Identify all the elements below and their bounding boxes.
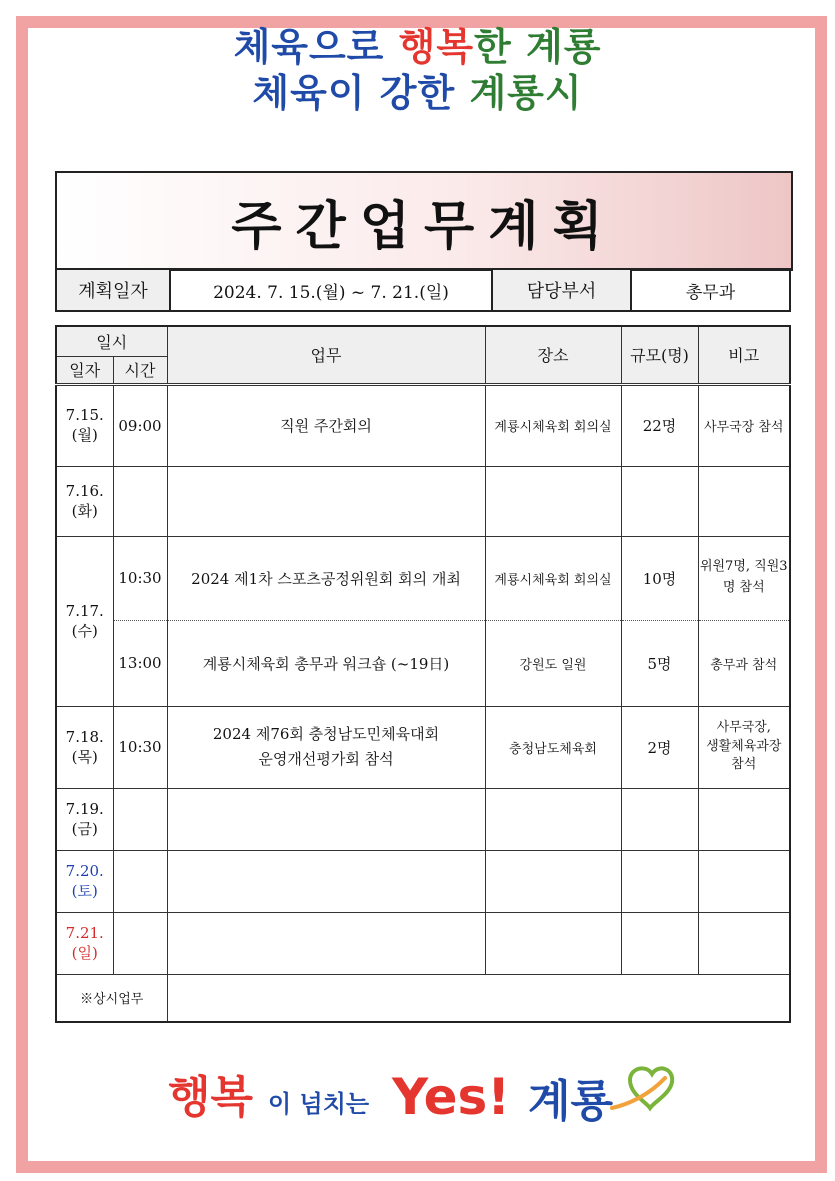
weekday-text: (목): [71, 747, 98, 766]
note-cell: [698, 788, 790, 850]
scale-cell: [621, 912, 698, 974]
header-task: 업무: [167, 326, 485, 384]
scale-cell: [621, 466, 698, 536]
table-row: [56, 850, 790, 912]
top-slogan: [0, 26, 835, 115]
table-row: [56, 788, 790, 850]
table-row: [56, 536, 790, 620]
weekday-text: (일): [71, 943, 98, 962]
table-row: [56, 912, 790, 974]
weekday-text: (수): [71, 621, 98, 640]
plan-date-label: 계획일자: [56, 269, 170, 311]
place-cell: [485, 912, 621, 974]
weekday-text: (토): [71, 881, 98, 900]
dept-value: 총무과: [631, 269, 790, 311]
date-text: 7.15.: [65, 406, 104, 424]
note-cell: 총무과 참석: [698, 620, 790, 706]
title-banner: [55, 171, 793, 271]
task-text: 운영개선평가회 참석: [258, 750, 394, 768]
date-text: 7.16.: [65, 481, 104, 500]
date-text: 7.17.: [65, 601, 104, 620]
header-place: 장소: [485, 326, 621, 384]
table-row: [56, 384, 790, 466]
task-cell: [167, 788, 485, 850]
slogan-text: 계룡시: [469, 70, 583, 115]
time-cell: 10:30: [113, 706, 167, 788]
task-cell: [167, 850, 485, 912]
plan-info-table: [55, 268, 791, 312]
place-cell: 충청남도체육회: [485, 706, 621, 788]
scale-cell: 22명: [621, 384, 698, 466]
bottom-slogan-part2: 이 넘치는: [268, 1090, 370, 1118]
note-cell: [698, 912, 790, 974]
bottom-slogan-yes: Yes!: [392, 1068, 511, 1126]
place-cell: [485, 788, 621, 850]
scale-cell: 5명: [621, 620, 698, 706]
header-date: 일자: [56, 356, 113, 384]
page-title: 주간업무계획: [231, 196, 617, 257]
weekday-text: (월): [71, 426, 98, 444]
task-text: 2024 제76회 충청남도민체육대회: [212, 724, 440, 743]
schedule-table: [55, 325, 791, 1023]
note-cell: [698, 706, 790, 788]
date-cell: [56, 536, 113, 706]
task-cell: 계룡시체육회 총무과 워크숍 (~19日): [167, 620, 485, 706]
regular-tasks-value: [167, 974, 790, 1022]
date-cell: [56, 788, 113, 850]
date-cell: [56, 466, 113, 536]
task-cell: [167, 706, 485, 788]
scale-cell: [621, 850, 698, 912]
weekday-text: (금): [71, 819, 98, 838]
bottom-slogan-gyeryong: 계룡: [528, 1076, 614, 1127]
date-cell: [56, 850, 113, 912]
regular-tasks-label: ※상시업무: [56, 974, 167, 1022]
date-cell: [56, 912, 113, 974]
table-row: [56, 620, 790, 706]
slogan-text: 체육으로: [233, 25, 399, 69]
place-cell: 계룡시체육회 회의실: [485, 536, 621, 620]
slogan-text: 계룡: [526, 25, 602, 69]
slogan-line-2: [0, 72, 835, 116]
plan-date-value: 2024. 7. 15.(월) ~ 7. 21.(일): [170, 269, 492, 311]
note-cell: 위원7명, 직원3명 참석: [698, 536, 790, 620]
time-cell: 13:00: [113, 620, 167, 706]
header-note: 비고: [698, 326, 790, 384]
note-text: 참석: [731, 757, 757, 773]
slogan-text: 행복: [398, 25, 475, 69]
date-text: 7.19.: [65, 799, 104, 818]
note-text: 생활체육과장: [706, 738, 782, 754]
time-cell: [113, 788, 167, 850]
header-scale: 규모(명): [621, 326, 698, 384]
slogan-line-1: [0, 26, 835, 70]
task-cell: [167, 912, 485, 974]
date-text: 7.21.: [65, 923, 104, 942]
date-text: 7.18.: [65, 727, 104, 746]
slogan-text: 체육: [252, 70, 328, 115]
dept-label: 담당부서: [492, 269, 631, 311]
table-row: [56, 466, 790, 536]
scale-cell: 2명: [621, 706, 698, 788]
weekday-text: (화): [71, 501, 98, 520]
date-cell: [56, 384, 113, 466]
task-cell: 2024 제1차 스포츠공정위원회 회의 개최: [167, 536, 485, 620]
task-cell: [167, 466, 485, 536]
note-cell: 사무국장 참석: [698, 384, 790, 466]
time-cell: 10:30: [113, 536, 167, 620]
note-cell: [698, 466, 790, 536]
time-cell: [113, 850, 167, 912]
note-cell: [698, 850, 790, 912]
task-cell: 직원 주간회의: [167, 384, 485, 466]
place-cell: 계룡시체육회 회의실: [485, 384, 621, 466]
note-text: 사무국장,: [716, 719, 771, 735]
slogan-text: 한: [474, 25, 526, 69]
place-cell: 강원도 일원: [485, 620, 621, 706]
scale-cell: [621, 788, 698, 850]
place-cell: [485, 850, 621, 912]
date-text: 7.20.: [65, 861, 104, 880]
regular-tasks-row: [56, 974, 790, 1022]
slogan-text: 이 강한: [327, 70, 470, 115]
header-time: 시간: [113, 356, 167, 384]
time-cell: 09:00: [113, 384, 167, 466]
table-row: [56, 706, 790, 788]
scale-cell: 10명: [621, 536, 698, 620]
bottom-slogan-part1: 행복: [168, 1072, 254, 1123]
time-cell: [113, 912, 167, 974]
bottom-slogan-logo: [160, 1050, 680, 1140]
header-datetime: 일시: [56, 326, 167, 356]
time-cell: [113, 466, 167, 536]
place-cell: [485, 466, 621, 536]
date-cell: [56, 706, 113, 788]
